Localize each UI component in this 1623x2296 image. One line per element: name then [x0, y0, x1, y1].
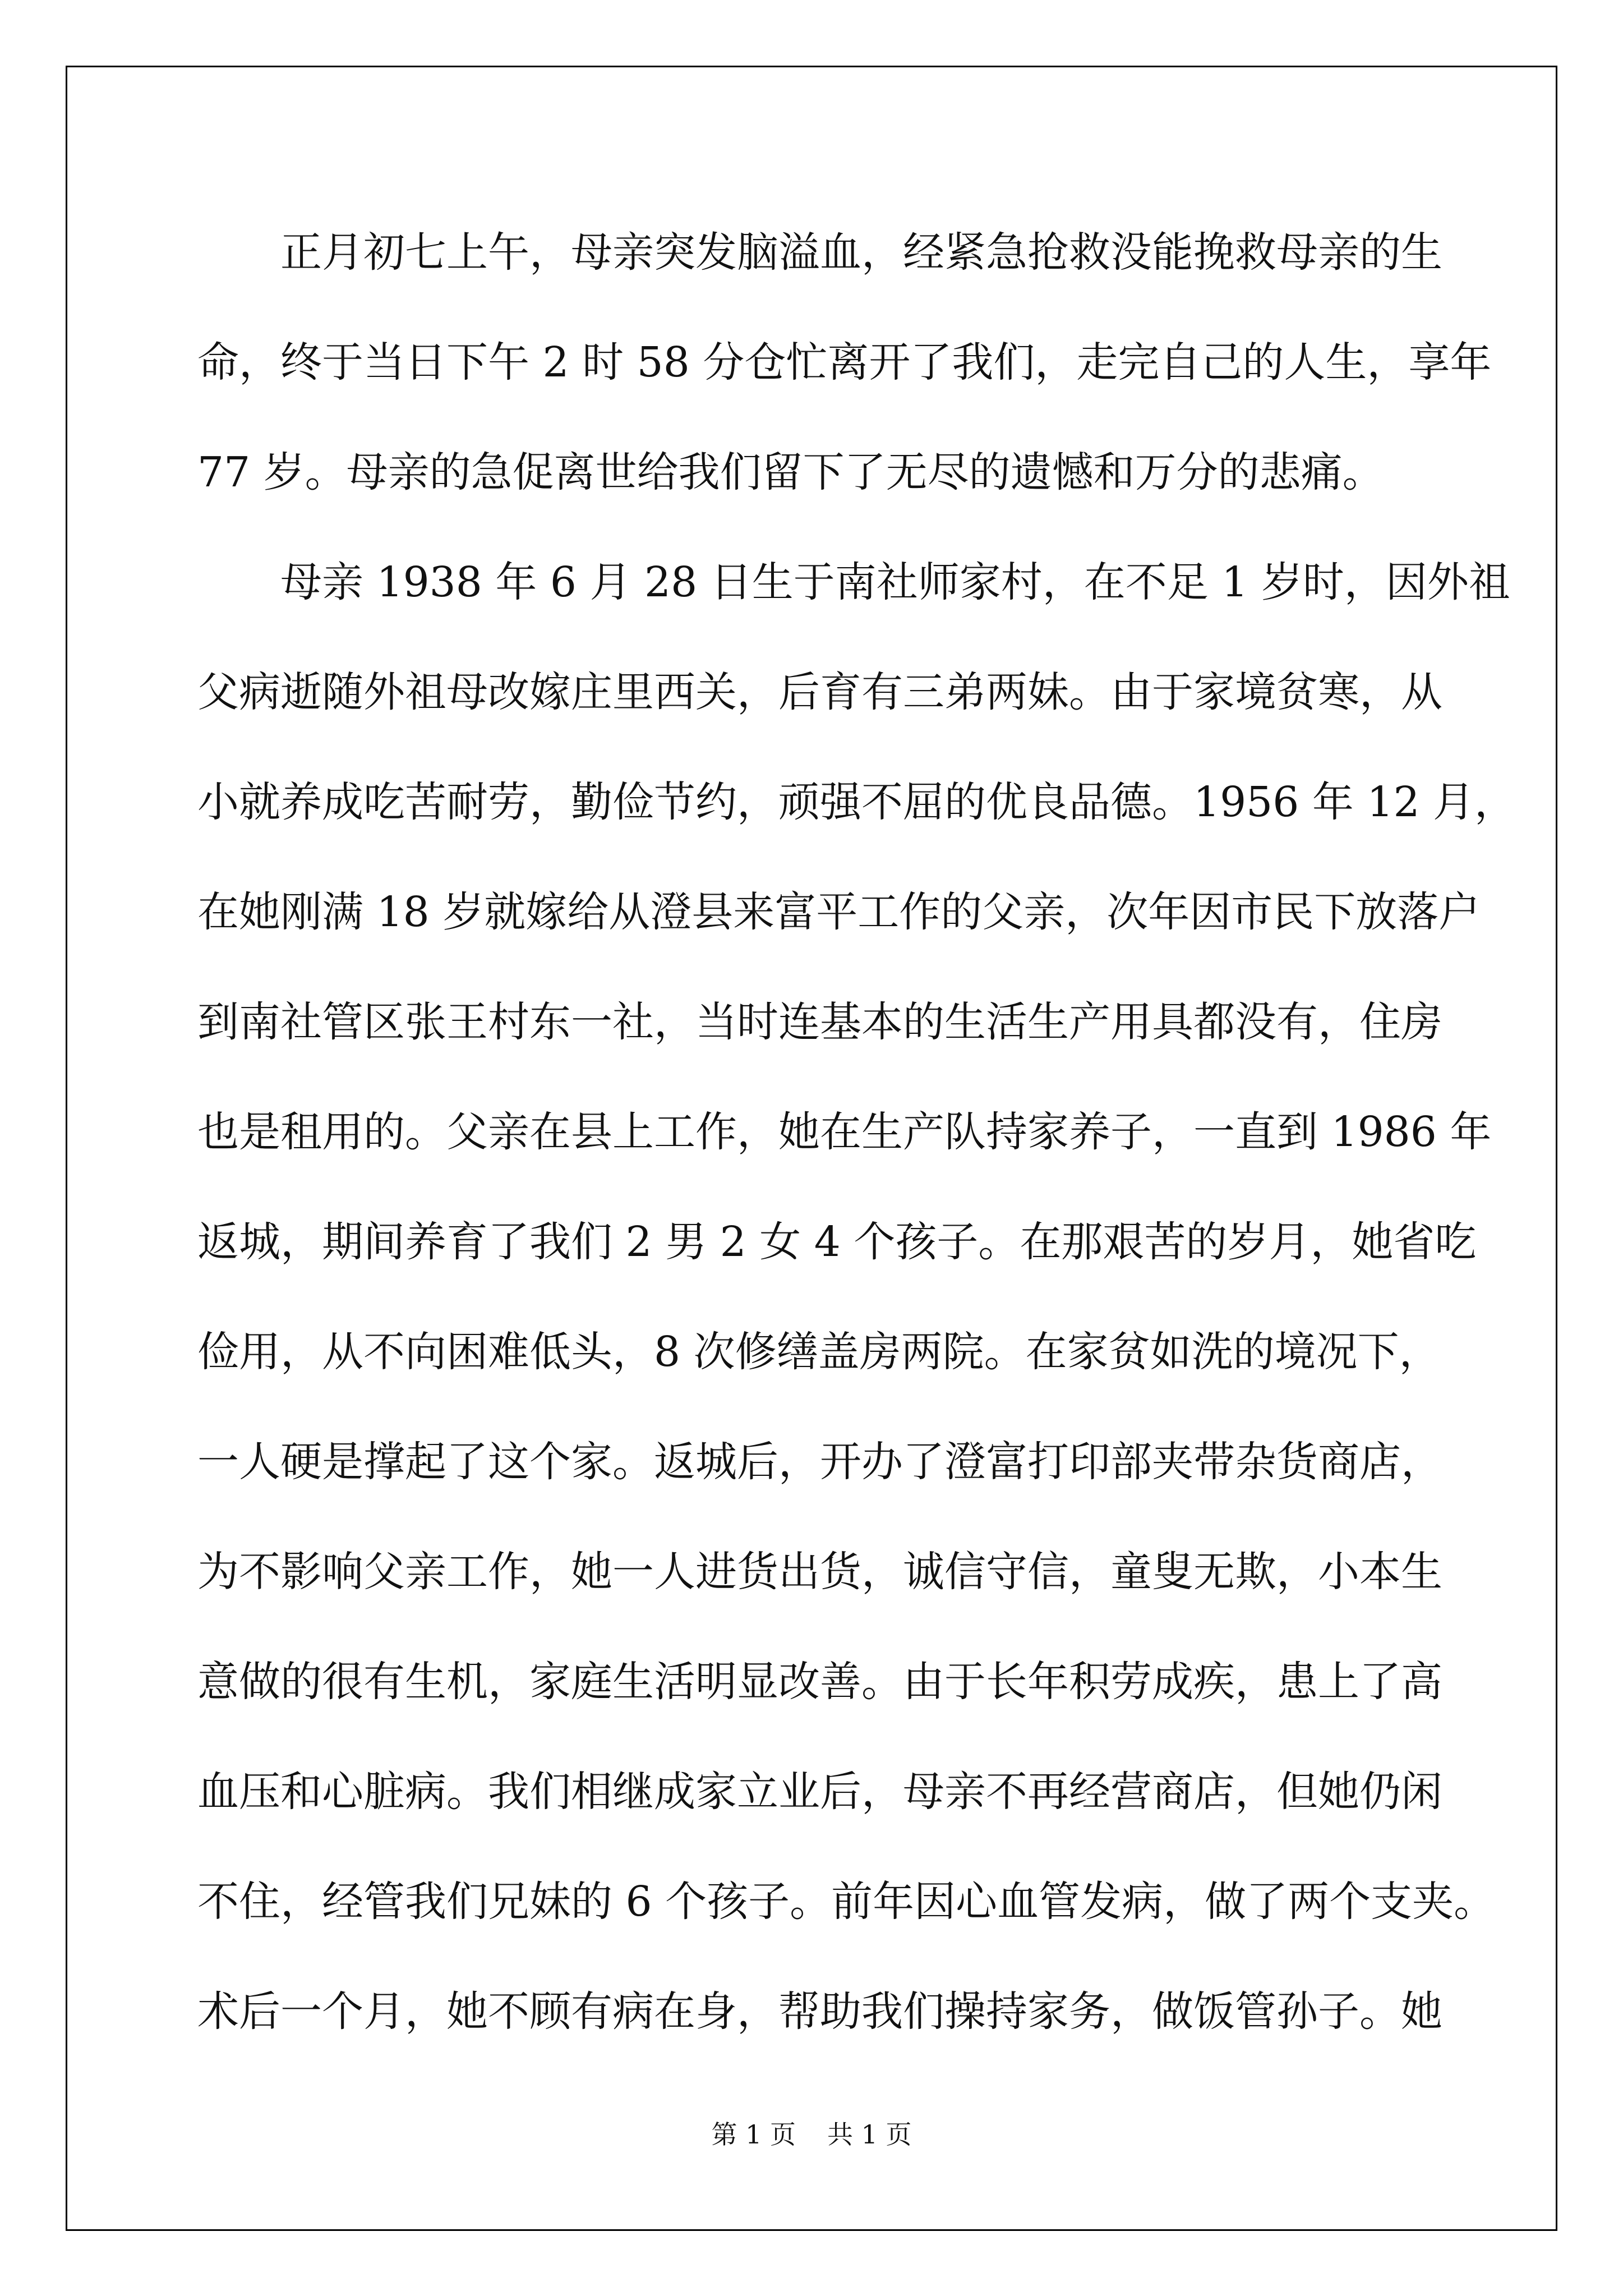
text-line: 命，终于当日下午 2 时 58 分仓忙离开了我们，走完自己的人生，享年 [197, 338, 1492, 386]
text-line: 一人硬是撑起了这个家。返城后，开办了澄富打印部夹带杂货商店， [197, 1438, 1442, 1486]
text-line: 母亲 1938 年 6 月 28 日生于南社师家村，在不足 1 岁时，因外祖 [280, 558, 1510, 606]
text-line: 术后一个月，她不顾有病在身，帮助我们操持家务，做饭管孙子。她 [197, 1987, 1442, 2036]
text-line: 在她刚满 18 岁就嫁给从澄县来富平工作的父亲，次年因市民下放落户 [197, 888, 1481, 936]
text-line: 77 岁。母亲的急促离世给我们留下了无尽的遗憾和万分的悲痛。 [197, 448, 1384, 496]
page-number: 第 1 页 [711, 2119, 796, 2150]
text-line: 正月初七上午，母亲突发脑溢血，经紧急抢救没能挽救母亲的生 [280, 228, 1442, 277]
text-line: 俭用，从不向困难低头，8 次修缮盖房两院。在家贫如洗的境况下， [197, 1328, 1441, 1376]
text-line: 为不影响父亲工作，她一人进货出货，诚信守信，童叟无欺，小本生 [197, 1548, 1442, 1596]
document-body [197, 213, 1516, 2082]
text-line: 到南社管区张王村东一社，当时连基本的生活生产用具都没有，住房 [197, 998, 1442, 1046]
text-line: 小就养成吃苦耐劳，勤俭节约，顽强不屈的优良品德。1956 年 12 月， [197, 778, 1516, 826]
text-line: 也是租用的。父亲在县上工作，她在生产队持家养子，一直到 1986 年 [197, 1108, 1492, 1156]
text-line: 父病逝随外祖母改嫁庄里西关，后育有三弟两妹。由于家境贫寒，从 [197, 668, 1442, 716]
text-line: 意做的很有生机，家庭生活明显改善。由于长年积劳成疾，患上了高 [197, 1658, 1442, 1706]
text-line: 不住，经管我们兄妹的 6 个孩子。前年因心血管发病，做了两个支夹。 [197, 1878, 1496, 1926]
page-footer [0, 2118, 1623, 2151]
text-line: 血压和心脏病。我们相继成家立业后，母亲不再经营商店，但她仍闲 [197, 1768, 1442, 1816]
page-total: 共 1 页 [827, 2119, 912, 2150]
text-line: 返城，期间养育了我们 2 男 2 女 4 个孩子。在那艰苦的岁月，她省吃 [197, 1218, 1477, 1266]
